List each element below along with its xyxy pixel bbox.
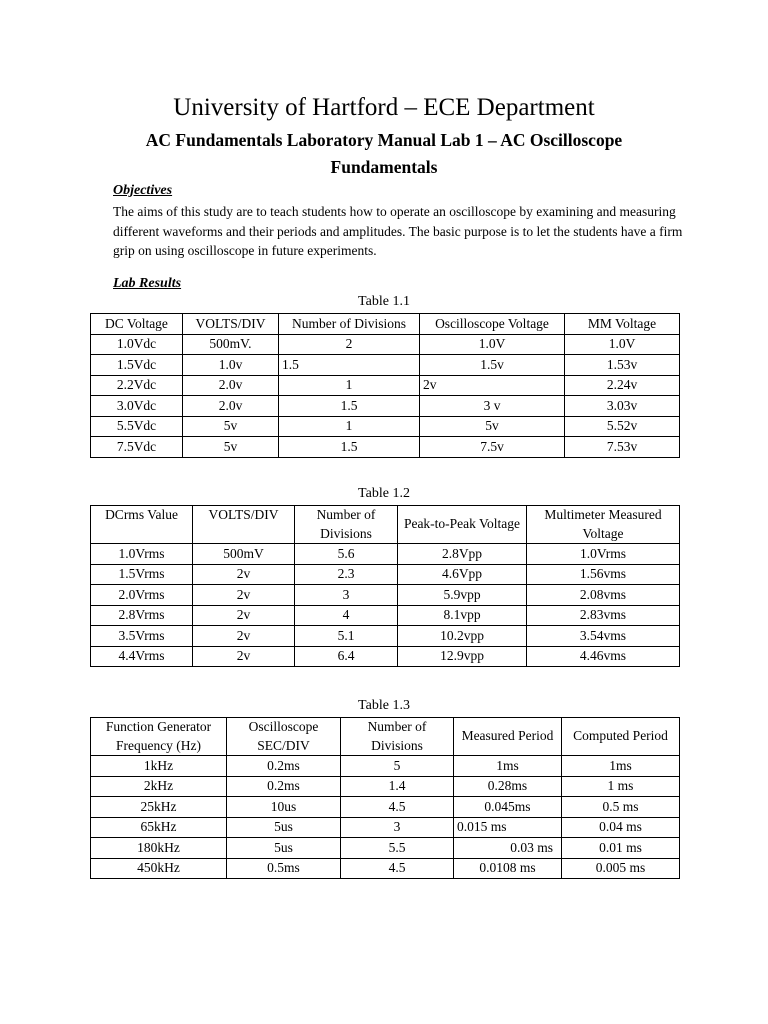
table-cell: 2v: [193, 605, 295, 626]
header-cell: Oscilloscope Voltage: [420, 314, 565, 335]
table-1-1: [90, 313, 680, 458]
table-cell: 5.5: [341, 838, 454, 859]
table-cell: 2.83vms: [527, 605, 680, 626]
table-cell: 2.0v: [183, 375, 279, 396]
table-1-2-caption: Table 1.2: [358, 486, 410, 501]
table-cell: 0.2ms: [227, 776, 341, 797]
table-cell: 0.0108 ms: [454, 858, 562, 879]
header-cell: Multimeter Measured Voltage: [527, 506, 680, 544]
table-cell: 2v: [193, 585, 295, 606]
table-cell: 1.0Vdc: [91, 334, 183, 355]
table-cell: 2.2Vdc: [91, 375, 183, 396]
table-row: [91, 396, 680, 417]
table-cell: 5.5Vdc: [91, 416, 183, 437]
table-row: [91, 605, 680, 626]
table-cell: 3.5Vrms: [91, 626, 193, 647]
table-cell: 2.8Vpp: [398, 544, 527, 565]
lab-results-heading: Lab Results: [113, 276, 182, 291]
table-cell: 7.5Vdc: [91, 437, 183, 458]
table-cell: 1.0v: [183, 355, 279, 376]
table-cell: 1.5: [279, 437, 420, 458]
table-row: [91, 776, 680, 797]
table-row: [91, 626, 680, 647]
table-row: [91, 437, 680, 458]
table-1-1-caption: Table 1.1: [358, 294, 410, 309]
table-cell: 180kHz: [91, 838, 227, 859]
table-row: [91, 375, 680, 396]
header-cell: Number of Divisions: [279, 314, 420, 335]
table-cell: 0.28ms: [454, 776, 562, 797]
table-cell: 5.9vpp: [398, 585, 527, 606]
header-cell: DCrms Value: [91, 506, 193, 544]
objectives-text: The aims of this study are to teach students how to operate an oscilloscope by examining and measuring different waveforms and their periods and amplitudes. The basic purpose is to let the students have a firm grip on using oscilloscope in future experiments.: [113, 204, 683, 258]
objectives-heading: Objectives: [113, 183, 173, 198]
table-1-3: [90, 717, 680, 879]
table-cell: 2.08vms: [527, 585, 680, 606]
table-1-2: [90, 505, 680, 667]
table-cell: 7.5v: [420, 437, 565, 458]
table-cell: 1.56vms: [527, 564, 680, 585]
table-cell: 4.5: [341, 797, 454, 818]
table-cell: 1 ms: [562, 776, 680, 797]
table-cell: 1kHz: [91, 756, 227, 777]
table-cell: 1.5: [279, 396, 420, 417]
table-cell: 4.5: [341, 858, 454, 879]
table-cell: 5v: [183, 437, 279, 458]
table-cell: 4.4Vrms: [91, 646, 193, 667]
table-cell: 7.53v: [565, 437, 680, 458]
table-cell: 3: [341, 817, 454, 838]
table-cell: 1.4: [341, 776, 454, 797]
header-cell: Computed Period: [562, 718, 680, 756]
table-cell: 1: [279, 416, 420, 437]
table-cell: 1.0V: [420, 334, 565, 355]
header-cell: MM Voltage: [565, 314, 680, 335]
table-cell: 4: [295, 605, 398, 626]
header-cell: Peak-to-Peak Voltage: [398, 506, 527, 544]
header-cell: VOLTS/DIV: [193, 506, 295, 544]
table-row: [91, 416, 680, 437]
table-cell: 2kHz: [91, 776, 227, 797]
table-cell: 3.54vms: [527, 626, 680, 647]
table-cell: 5: [341, 756, 454, 777]
table-cell: 0.045ms: [454, 797, 562, 818]
table-cell: 0.5ms: [227, 858, 341, 879]
header-cell: Oscilloscope SEC/DIV: [227, 718, 341, 756]
table-row: [91, 646, 680, 667]
table-row: [91, 817, 680, 838]
header-cell: Number of Divisions: [341, 718, 454, 756]
table-cell: 5v: [420, 416, 565, 437]
table-cell: 2.0Vrms: [91, 585, 193, 606]
table-row: [91, 544, 680, 565]
table-cell: 450kHz: [91, 858, 227, 879]
table-cell: 3.0Vdc: [91, 396, 183, 417]
table-1-3-caption: Table 1.3: [358, 698, 410, 713]
table-cell: 5.1: [295, 626, 398, 647]
table-cell: 1.0V: [565, 334, 680, 355]
table-cell: 5us: [227, 817, 341, 838]
table-header-row: [91, 314, 680, 335]
table-cell: 1: [279, 375, 420, 396]
header-cell: Number of Divisions: [295, 506, 398, 544]
table-cell: 0.005 ms: [562, 858, 680, 879]
table-cell: 500mV: [193, 544, 295, 565]
page-title: University of Hartford – ECE Department: [173, 94, 595, 121]
table-cell: 8.1vpp: [398, 605, 527, 626]
header-cell: DC Voltage: [91, 314, 183, 335]
table-cell: 5.6: [295, 544, 398, 565]
table-cell: 1.5: [279, 355, 420, 376]
table-cell: 5v: [183, 416, 279, 437]
table-cell: 4.46vms: [527, 646, 680, 667]
table-cell: 3: [295, 585, 398, 606]
table-cell: 2.24v: [565, 375, 680, 396]
table-cell: 12.9vpp: [398, 646, 527, 667]
table-cell: 6.4: [295, 646, 398, 667]
table-cell: 1.5Vdc: [91, 355, 183, 376]
table-header-row: [91, 506, 680, 544]
table-cell: 1ms: [562, 756, 680, 777]
table-cell: 2v: [420, 375, 565, 396]
table-cell: 1.53v: [565, 355, 680, 376]
table-cell: 2.8Vrms: [91, 605, 193, 626]
table-cell: 1.5v: [420, 355, 565, 376]
table-cell: 0.04 ms: [562, 817, 680, 838]
header-cell: Measured Period: [454, 718, 562, 756]
header-cell: Function Generator Frequency (Hz): [91, 718, 227, 756]
table-row: [91, 756, 680, 777]
table-cell: 2.3: [295, 564, 398, 585]
table-cell: 4.6Vpp: [398, 564, 527, 585]
table-cell: 3.03v: [565, 396, 680, 417]
table-cell: 1.0Vrms: [527, 544, 680, 565]
table-cell: 2.0v: [183, 396, 279, 417]
table-cell: 25kHz: [91, 797, 227, 818]
table-cell: 2v: [193, 564, 295, 585]
header-cell: VOLTS/DIV: [183, 314, 279, 335]
table-cell: 0.015 ms: [454, 817, 562, 838]
table-row: [91, 585, 680, 606]
table-cell: 1.0Vrms: [91, 544, 193, 565]
table-cell: 3 v: [420, 396, 565, 417]
table-cell: 500mV.: [183, 334, 279, 355]
table-cell: 2v: [193, 626, 295, 647]
lab-subtitle: AC Fundamentals Laboratory Manual Lab 1 – AC Oscilloscope Fundamentals: [145, 130, 623, 177]
table-row: [91, 858, 680, 879]
table-row: [91, 838, 680, 859]
table-cell: 0.2ms: [227, 756, 341, 777]
table-row: [91, 797, 680, 818]
table-cell: 0.5 ms: [562, 797, 680, 818]
table-cell: 5us: [227, 838, 341, 859]
table-cell: 65kHz: [91, 817, 227, 838]
table-header-row: [91, 718, 680, 756]
table-cell: 10us: [227, 797, 341, 818]
table-cell: 2: [279, 334, 420, 355]
table-cell: 1.5Vrms: [91, 564, 193, 585]
table-row: [91, 355, 680, 376]
table-cell: 1ms: [454, 756, 562, 777]
table-cell: 5.52v: [565, 416, 680, 437]
table-cell: 0.03 ms: [454, 838, 562, 859]
table-cell: 2v: [193, 646, 295, 667]
table-cell: 0.01 ms: [562, 838, 680, 859]
table-row: [91, 334, 680, 355]
table-cell: 10.2vpp: [398, 626, 527, 647]
table-row: [91, 564, 680, 585]
